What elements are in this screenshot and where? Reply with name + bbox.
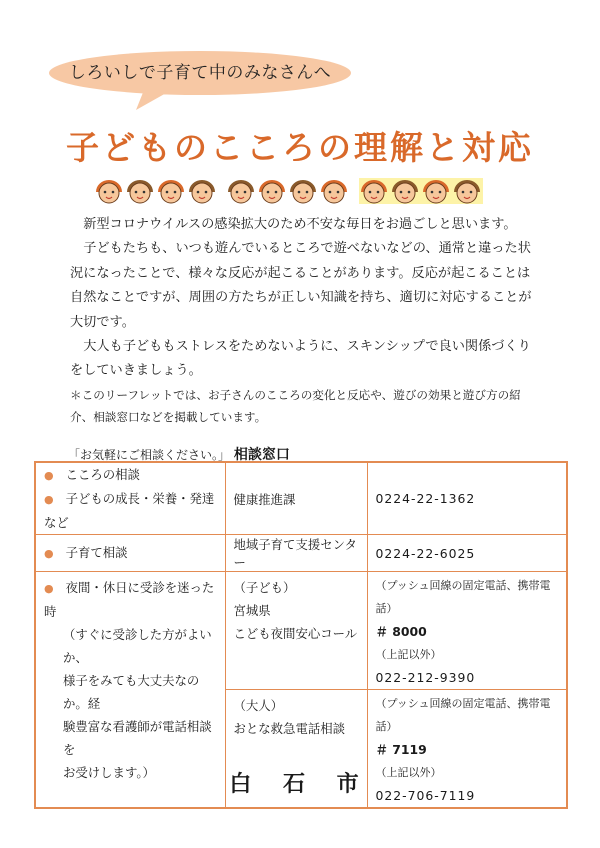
eye-icon <box>267 191 270 194</box>
eye-icon <box>205 191 208 194</box>
eye-icon <box>470 191 473 194</box>
night-desc-line: 験豊富な看護師が電話相談を <box>63 719 212 757</box>
bullet-icon: ● <box>44 547 54 560</box>
tel-line: （プッシュ回線の固定電話、携帯電話） <box>375 697 551 733</box>
child-face-icon <box>192 183 212 203</box>
eye-icon <box>337 191 340 194</box>
tel-line: 022-212-9390 <box>375 670 476 685</box>
eye-icon <box>166 191 169 194</box>
org-line: おとな救急電話相談 <box>233 721 346 736</box>
bullet-icon: ● <box>44 582 54 595</box>
eye-icon <box>275 191 278 194</box>
city-name: 白 石 市 <box>229 772 371 797</box>
tel-line: 022-706-7119 <box>375 788 476 803</box>
bullet-icon: ● <box>44 469 54 482</box>
table-row <box>35 535 567 572</box>
eye-icon <box>112 191 115 194</box>
page-title: 子どものこころの理解と対応 <box>66 128 534 167</box>
intro-text <box>70 213 534 428</box>
night-desc-line: お受けします。） <box>63 765 155 780</box>
topic-label: 夜間・休日に受診を迷った時 <box>44 580 215 619</box>
table-row <box>35 572 567 690</box>
bullet-icon: ● <box>44 493 54 506</box>
eye-icon <box>431 191 434 194</box>
intro-paragraph: 新型コロナウイルスの感染拡大のため不安な毎日をお過ごしと思います。 <box>83 217 517 232</box>
child-face-icon <box>161 183 181 203</box>
org-line: （子ども） <box>233 580 296 595</box>
child-face-icon <box>324 183 344 203</box>
org-cell: 健康推進課 <box>225 462 367 535</box>
tel-cell: 0224-22-6025 <box>367 535 567 572</box>
child-face-icon <box>262 183 282 203</box>
org-cell: 地域子育て支援センター <box>225 535 367 572</box>
eye-icon <box>439 191 442 194</box>
child-face-icon <box>293 183 313 203</box>
leaflet-note: ＊このリーフレットでは、お子さんのこころの変化と反応や、遊びの効果と遊び方の紹介、相談窓口などを掲載しています。 <box>70 387 521 424</box>
topic-cell <box>35 535 225 572</box>
eye-icon <box>298 191 301 194</box>
org-line: （大人） <box>233 698 284 713</box>
eye-icon <box>329 191 332 194</box>
face-group-icon <box>226 178 350 204</box>
child-face-icon <box>426 183 446 203</box>
child-face-icon <box>130 183 150 203</box>
face-group-icon <box>94 178 218 204</box>
tel-line: ＃ 7119 <box>375 742 427 757</box>
intro-paragraph: 子どもたちも、いつも遊んでいるところで遊べないなどの、通常と違った状況になったことで、様々な反応が起こることがあります。反応が起こることは自然なことですが、周囲の方たちが正しい知識を持ち、適切に対応することが大切です。 <box>70 241 532 330</box>
org-cell <box>225 572 367 690</box>
eye-icon <box>174 191 177 194</box>
org-line: こども夜間安心コール <box>233 626 358 641</box>
child-face-icon <box>99 183 119 203</box>
tel-line: （上記以外） <box>375 766 442 779</box>
eye-icon <box>408 191 411 194</box>
night-desc-line: （すぐに受診した方がよいか、 <box>63 627 212 665</box>
eye-icon <box>306 191 309 194</box>
night-desc-line: 様子をみても大丈夫なのか。経 <box>63 673 200 711</box>
org-line: 宮城県 <box>233 603 271 618</box>
face-group-icon <box>359 178 483 204</box>
consult-title: 相談窓口 <box>233 447 290 463</box>
eye-icon <box>197 191 200 194</box>
eye-icon <box>244 191 247 194</box>
eye-icon <box>143 191 146 194</box>
eye-icon <box>236 191 239 194</box>
eye-icon <box>104 191 107 194</box>
eye-icon <box>400 191 403 194</box>
tel-line: （プッシュ回線の固定電話、携帯電話） <box>375 579 551 615</box>
tel-cell: 0224-22-1362 <box>367 462 567 535</box>
eye-icon <box>135 191 138 194</box>
child-face-icon <box>457 183 477 203</box>
eye-icon <box>377 191 380 194</box>
face-row-icon <box>226 178 350 204</box>
tel-line: ＃ 8000 <box>375 624 427 639</box>
speech-bubble <box>48 50 352 96</box>
table-row <box>35 462 567 535</box>
child-face-icon <box>231 183 251 203</box>
topic-label: 子どもの成長・栄養・発達など <box>44 491 215 530</box>
consult-table <box>34 461 568 809</box>
topic-label: 子育て相談 <box>65 545 128 560</box>
face-row-icon <box>359 178 483 204</box>
eye-icon <box>369 191 372 194</box>
consult-prefix: 「お気軽にご相談ください。」 <box>68 448 231 462</box>
intro-paragraph: 大人も子どももストレスをためないように、スキンシップで良い関係づくりをしていきましょう。 <box>70 339 531 379</box>
bubble-text: しろいしで子育て中のみなさんへ <box>68 63 332 83</box>
face-row-icon <box>94 178 218 204</box>
children-faces-decoration <box>94 178 504 204</box>
tel-line: （上記以外） <box>375 648 442 661</box>
child-face-icon <box>395 183 415 203</box>
topic-label: こころの相談 <box>65 467 140 482</box>
child-face-icon <box>364 183 384 203</box>
topic-cell <box>35 462 225 535</box>
eye-icon <box>462 191 465 194</box>
tel-cell <box>367 572 567 690</box>
